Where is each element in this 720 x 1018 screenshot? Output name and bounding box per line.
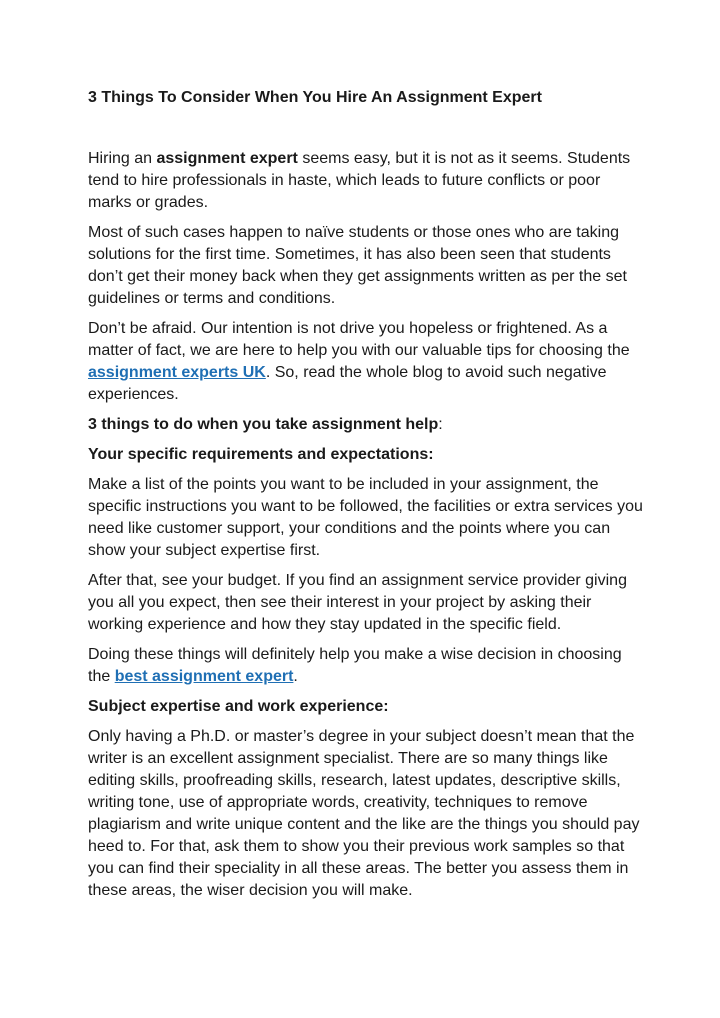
paragraph-phd-degree: Only having a Ph.D. or master’s degree in your subject doesn’t mean that the writer is an excellent assignment specialist. There are so many things like editing skills, proofreading skills, research, latest updates, descriptive skills, writing tone, use of appropriate words, creativity, techniques to remove plagiarism and write unique content and the like are the things you should pay heed to. For that, ask them to show you their previous work samples so that you can find their speciality in all these areas. The better you assess them in these areas, the wiser decision you will make. — [88, 728, 640, 899]
intro-paragraph — [88, 148, 648, 214]
document-title: 3 Things To Consider When You Hire An Assignment Expert — [88, 89, 542, 106]
assignment-experts-uk-link[interactable]: assignment experts UK — [88, 364, 266, 381]
paragraph-text-end: . So, read the whole blog to avoid such negative experiences. — [88, 364, 607, 403]
paragraph-budget: After that, see your budget. If you find an assignment service provider giving you all you expect, then see their interest in your project by asking their working experience and how they stay updated in the specific field. — [88, 572, 627, 633]
paragraph-make-a-list: Make a list of the points you want to be included in your assignment, the specific instructions you want to be followed, the facilities or extra services you need like customer support, your conditions and the points where you can show your subject expertise first. — [88, 476, 643, 559]
paragraph-text-start: Don’t be afraid. Our intention is not drive you hopeless or frightened. As a matter of fact, we are here to help you with our valuable tips for choosing the — [88, 320, 630, 359]
paragraph-dont-be-afraid — [88, 318, 648, 406]
paragraph-text-end: . — [293, 668, 298, 685]
heading-requirements: Your specific requirements and expectations: — [88, 446, 434, 463]
paragraph-wise-decision — [88, 644, 648, 688]
intro-text-start: Hiring an — [88, 150, 157, 167]
best-assignment-expert-link[interactable]: best assignment expert — [114, 668, 294, 685]
heading-subject-expertise: Subject expertise and work experience: — [88, 698, 389, 715]
intro-text-end: seems easy, but it is not as it seems. Students tend to hire professionals in haste, which leads to future conflicts or poor marks or grades. — [88, 150, 631, 211]
heading-text: 3 things to do when you take assignment help — [88, 416, 439, 433]
intro-bold-term: assignment expert — [156, 150, 298, 167]
heading-colon: : — [438, 416, 443, 433]
document-body — [88, 148, 648, 910]
heading-three-things — [88, 414, 648, 436]
paragraph-naive-students: Most of such cases happen to naïve students or those ones who are taking solutions for the first time. Sometimes, it has also been seen that students don’t get their money back when they get assignments written as per the set guidelines or terms and conditions. — [88, 224, 627, 307]
paragraph-text-start: Doing these things will definitely help you make a wise decision in choosing the — [88, 646, 622, 685]
